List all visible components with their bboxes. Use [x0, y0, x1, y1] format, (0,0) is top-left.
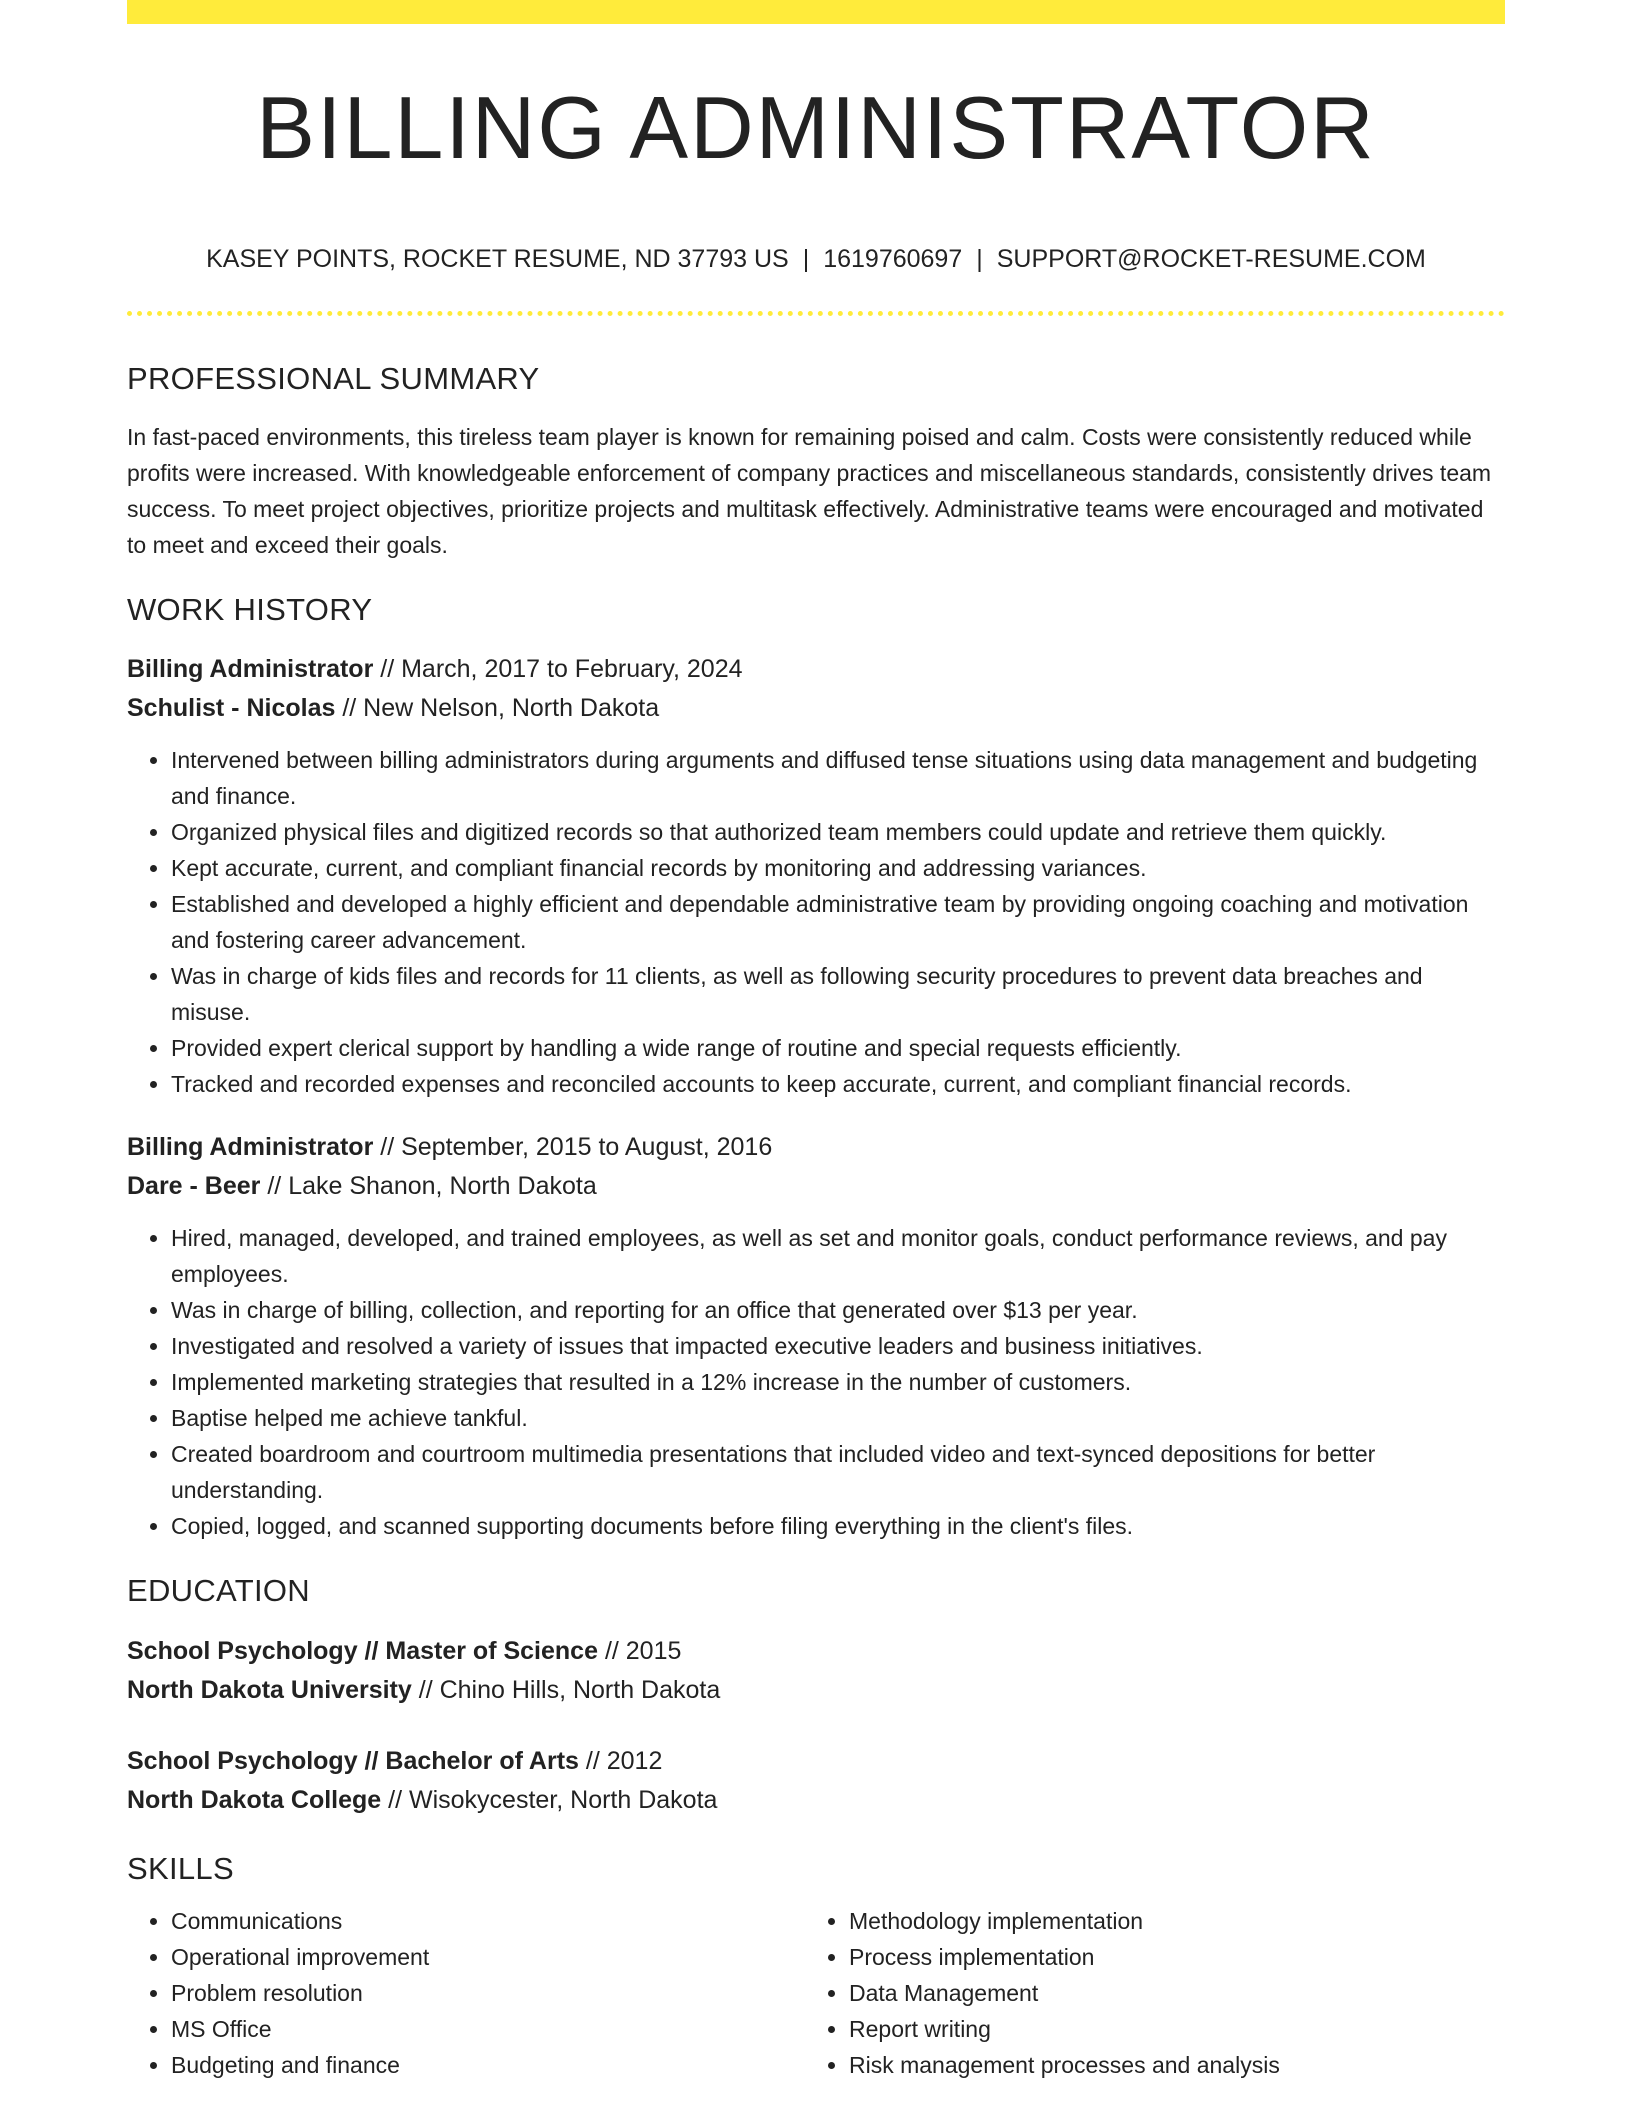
education-school-line [127, 1671, 1505, 1710]
job-role-line [127, 650, 1505, 689]
skill-item: • Communications [171, 1903, 805, 1939]
education-degree-line [127, 1742, 1505, 1781]
job-bullets [127, 1220, 1505, 1544]
contact-separator: | [976, 245, 983, 273]
education-entry [127, 1742, 1505, 1820]
skill-item: • Methodology implementation [849, 1903, 1483, 1939]
work-history-heading: WORK HISTORY [127, 592, 373, 628]
job-company: Dare - Beer [127, 1172, 261, 1201]
job-location: // New Nelson, North Dakota [342, 694, 660, 723]
job-entry [127, 1128, 1505, 1544]
education-entry [127, 1632, 1505, 1710]
job-dates: // March, 2017 to February, 2024 [380, 655, 743, 684]
job-bullet: • Baptise helped me achieve tankful. [171, 1400, 1505, 1436]
job-bullets [127, 742, 1505, 1102]
job-bullet: • Was in charge of kids files and records for 11 clients, as well as following security procedures to prevent data breaches and misuse. [171, 958, 1505, 1030]
skill-item: • Report writing [849, 2011, 1483, 2047]
skill-item: • Process implementation [849, 1939, 1483, 1975]
skill-item: • MS Office [171, 2011, 805, 2047]
job-bullet: • Was in charge of billing, collection, and reporting for an office that generated over $13 per year. [171, 1292, 1505, 1328]
education-degree: School Psychology // Bachelor of Arts [127, 1746, 579, 1775]
contact-phone: 1619760697 [823, 245, 963, 273]
job-bullet: • Hired, managed, developed, and trained employees, as well as set and monitor goals, conduct performance reviews, and pay employees. [171, 1220, 1505, 1292]
education-location: // Wisokycester, North Dakota [388, 1785, 718, 1814]
education-year: // 2012 [585, 1746, 663, 1775]
education-location: // Chino Hills, North Dakota [418, 1675, 721, 1704]
job-location: // Lake Shanon, North Dakota [267, 1172, 597, 1201]
skill-item: • Operational improvement [171, 1939, 805, 1975]
summary-heading: PROFESSIONAL SUMMARY [127, 361, 540, 396]
job-dates: // September, 2015 to August, 2016 [380, 1133, 773, 1162]
skill-item: • Budgeting and finance [171, 2047, 805, 2083]
job-entry [127, 650, 1505, 1102]
job-bullet: • Investigated and resolved a variety of issues that impacted executive leaders and business initiatives. [171, 1328, 1505, 1364]
education-school-line [127, 1781, 1505, 1820]
contact-address: KASEY POINTS, ROCKET RESUME, ND 37793 US [206, 245, 789, 273]
job-role: Billing Administrator [127, 655, 374, 684]
skills-heading: SKILLS [127, 1850, 234, 1886]
skills-column-left [127, 1903, 805, 2083]
job-bullet: • Created boardroom and courtroom multimedia presentations that included video and text-synced depositions for better understanding. [171, 1436, 1505, 1508]
job-bullet: • Tracked and recorded expenses and reconciled accounts to keep accurate, current, and compliant financial records. [171, 1066, 1505, 1102]
education-school: North Dakota University [127, 1675, 412, 1704]
skill-item: • Risk management processes and analysis [849, 2047, 1483, 2083]
skills-list-right [805, 1903, 1483, 2083]
skill-item: • Problem resolution [171, 1975, 805, 2011]
job-bullet: • Intervened between billing administrators during arguments and diffused tense situations using data management and budgeting and finance. [171, 742, 1505, 814]
job-company: Schulist - Nicolas [127, 694, 336, 723]
top-accent-bar [127, 0, 1505, 24]
job-bullet: • Kept accurate, current, and compliant financial records by monitoring and addressing variances. [171, 850, 1505, 886]
skill-item: • Data Management [849, 1975, 1483, 2011]
skills-columns [127, 1903, 1505, 2083]
education-degree: School Psychology // Master of Science [127, 1636, 598, 1665]
education-degree-line [127, 1632, 1505, 1671]
resume-title: BILLING ADMINISTRATOR [256, 78, 1376, 177]
education-heading: EDUCATION [127, 1573, 310, 1609]
resume-page [127, 0, 1505, 2083]
job-role-line [127, 1128, 1505, 1167]
job-company-line [127, 689, 1505, 728]
skills-column-right [805, 1903, 1483, 2083]
education-school: North Dakota College [127, 1785, 382, 1814]
contact-email: SUPPORT@ROCKET-RESUME.COM [996, 245, 1426, 273]
contact-line [127, 244, 1505, 274]
job-bullet: • Established and developed a highly efficient and dependable administrative team by providing ongoing coaching and motivation and fostering career advancement. [171, 886, 1505, 958]
job-bullet: • Provided expert clerical support by handling a wide range of routine and special requests efficiently. [171, 1030, 1505, 1066]
education-year: // 2015 [604, 1636, 682, 1665]
skills-list-left [127, 1903, 805, 2083]
job-role: Billing Administrator [127, 1133, 374, 1162]
job-company-line [127, 1167, 1505, 1206]
summary-text: In fast-paced environments, this tireless team player is known for remaining poised and calm. Costs were consistently reduced while profits were increased. With knowledgeable enforcement of company practices and miscellaneous standards, consistently drives team success. To meet project objectives, prioritize projects and multitask effectively. Administrative teams were encouraged and motivated to meet and exceed their goals. [127, 424, 1492, 559]
contact-separator: | [802, 245, 810, 273]
dotted-divider [127, 311, 1505, 316]
job-bullet: • Organized physical files and digitized records so that authorized team members could update and retrieve them quickly. [171, 814, 1505, 850]
job-bullet: • Implemented marketing strategies that resulted in a 12% increase in the number of customers. [171, 1364, 1505, 1400]
job-bullet: • Copied, logged, and scanned supporting documents before filing everything in the client's files. [171, 1508, 1505, 1544]
